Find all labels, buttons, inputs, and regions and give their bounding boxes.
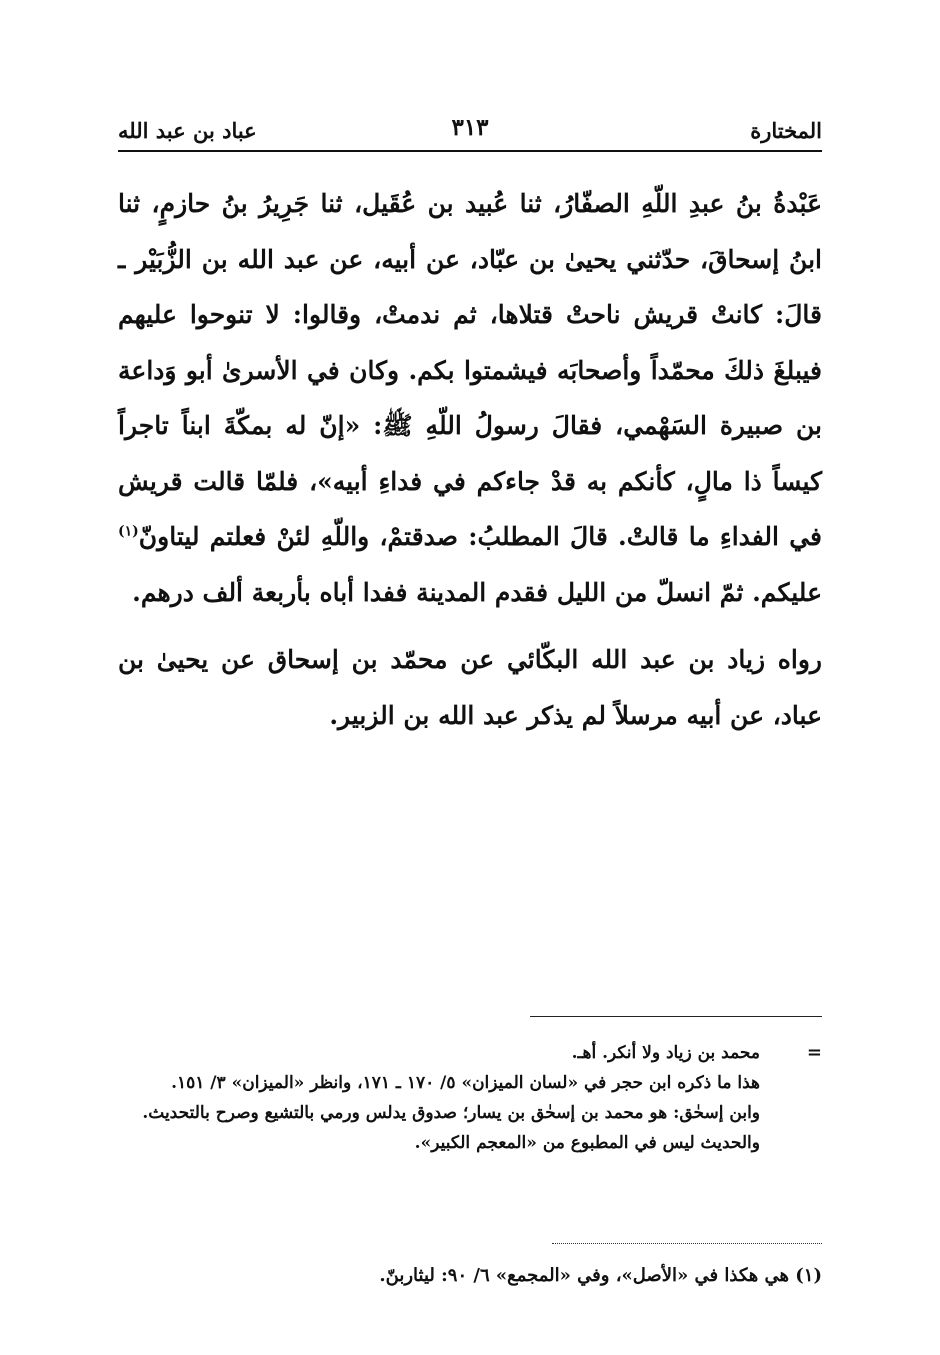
header-rule: [118, 150, 822, 152]
continuation-mark: =: [806, 1042, 822, 1063]
page-number: ٣١٣: [451, 114, 489, 141]
paragraph-2: رواه زياد بن عبد الله البكّائي عن محمّد بن إسحاق عن يحيىٰ بن عباد، عن أبيه مرسلاً لم يذكر عبد الله بن الزبير.: [118, 645, 822, 730]
running-header: [118, 108, 822, 148]
section-title: عباد بن عبد الله: [118, 118, 257, 143]
footnote-reference: (١): [118, 523, 139, 540]
footnote-1: (١) هي هكذا في «الأصل»، وفي «المجمع» ٦/ ٩٠: ليثاربنّ.: [379, 1265, 822, 1286]
carried-footnotes: [100, 1038, 822, 1158]
carried-note-line: [100, 1038, 822, 1068]
book-title: المختارة: [750, 118, 822, 143]
carried-note-line: هذا ما ذكره ابن حجر في «لسان الميزان» ٥/ ١٧٠ ـ ١٧١، وانظر «الميزان» ٣/ ١٥١.: [171, 1073, 760, 1093]
main-text: [118, 176, 822, 743]
paragraph-1-end: عليكم. ثمّ انسلّ من الليل فقدم المدينة ففدا أباه بأربعة ألف درهم.: [132, 577, 822, 607]
paragraph-1: [118, 176, 822, 620]
carried-note-text: محمد بن زياد ولا أنكر. أهـ.: [571, 1043, 760, 1063]
paragraph-1-text: عَبْدةُ بنُ عبدِ اللّهِ الصفّارُ، ثنا عُبيد بن عُقَيل، ثنا جَرِيرُ بنُ حازمٍ، ثنا ابنُ إسحاقَ، حدّثني يحيىٰ بن عبّاد، عن أبيه، عن عبد الله بن الزُّبَيْر ـ قالَ: كانتْ قريش ناحتْ قتلاها، ثم ندمتْ، وقالوا: لا تنوحوا عليهم فيبلغَ ذلكَ محمّداً وأصحابَه فيشمتوا بكم. وكان في الأسرىٰ أبو وَداعة بن صبيرة السَهْمي، فقالَ رسولُ اللّهِ ﷺ: «إنّ له بمكّةَ ابناً تاجراً كيساً ذا مالٍ، كأنكم به قدْ جاءكم في فداءِ أبيه»، فلمّا قالت قريش في الفداءِ ما قالتْ. قالَ المطلبُ: صدقتمْ، واللّهِ لئنْ فعلتم ليتاونّ: [118, 189, 822, 551]
footnote-dotted-separator: [552, 1243, 822, 1244]
carried-note-line: وابن إسحٰق: هو محمد بن إسحٰق بن يسار؛ صدوق يدلس ورمي بالتشيع وصرح بالتحديث.: [142, 1103, 760, 1123]
carried-note-line: والحديث ليس في المطبوع من «المعجم الكبير».: [414, 1133, 760, 1153]
footnote-separator: [530, 1016, 822, 1017]
